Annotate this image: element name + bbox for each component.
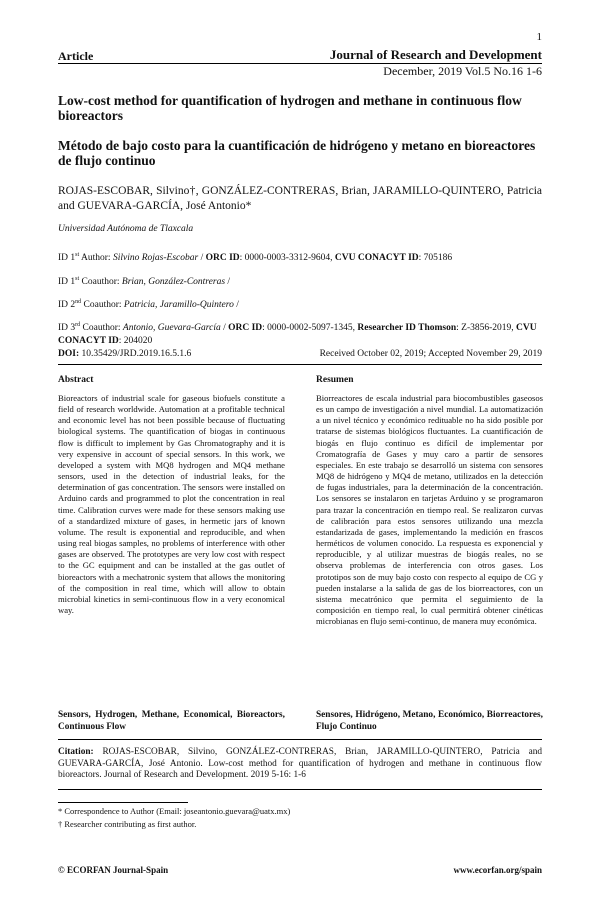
id-role: Coauthor: — [81, 300, 124, 311]
footnote-rule — [58, 802, 188, 803]
orc-id-value: : 0000-0002-5097-1345, — [262, 323, 358, 334]
id-line-coauthor-3 — [58, 319, 542, 348]
divider-citation-bottom — [58, 789, 542, 790]
abstract-heading: Abstract — [58, 375, 94, 385]
doi-label: DOI: — [58, 349, 80, 359]
received-accepted-dates: Received October 02, 2019; Accepted November 29, 2019 — [319, 349, 542, 359]
id-sep: / — [233, 300, 239, 311]
id-prefix: ID 1 — [58, 277, 76, 288]
id-prefix: ID 2 — [58, 300, 76, 311]
issue-info: December, 2019 Vol.5 No.16 1-6 — [383, 64, 542, 78]
footer-publisher: © ECORFAN Journal-Spain — [58, 865, 169, 875]
cvu-label: CVU CONACYT ID — [58, 323, 537, 347]
id-name: Brian, González-Contreras — [121, 277, 226, 288]
cvu-value: : 705186 — [418, 253, 453, 264]
section-label: Article — [58, 49, 94, 63]
title-english: Low-cost method for quantification of hydrogen and methane in continuous flow bioreactors — [58, 93, 522, 123]
doi-value: 10.35429/JRD.2019.16.5.1.6 — [79, 349, 192, 359]
abstract-keywords: Sensors, Hydrogen, Methane, Economical, Bioreactors, Continuous Flow — [58, 710, 285, 732]
id-role: Author: — [79, 253, 113, 264]
orc-id-value: : 0000-0003-3312-9604, — [239, 253, 335, 264]
resumen-heading: Resumen — [316, 375, 354, 385]
id-prefix: ID 1 — [58, 253, 76, 264]
id-name: Antonio, Guevara-García — [122, 323, 221, 334]
citation-text: ROJAS-ESCOBAR, Silvino, GONZÁLEZ-CONTRERAS, Brian, JARAMILLO-QUINTERO, Patricia and GUEVARA-GARCÍA, José Antonio. Low-cost method for quantification of hydrogen and methane in continuous flow bioreactors. Journal of Research and Development. 2019 5-16: 1-6 — [58, 747, 542, 780]
id-sep: / — [225, 277, 231, 288]
id-line-coauthor-2 — [58, 296, 542, 312]
orc-id-label: ORC ID — [228, 323, 263, 334]
researcher-id-label: Researcher ID Thomson — [357, 323, 457, 334]
divider-citation-top — [58, 739, 542, 740]
author-list: ROJAS-ESCOBAR, Silvino†, GONZÁLEZ-CONTRERAS, Brian, JARAMILLO-QUINTERO, Patricia and GUEVARA-GARCÍA, José Antonio* — [58, 185, 542, 212]
id-sup: st — [75, 252, 80, 258]
id-sup: nd — [75, 299, 82, 305]
page-number: 1 — [536, 31, 542, 43]
journal-name: Journal of Research and Development — [329, 47, 542, 62]
id-name: Silvino Rojas-Escobar — [112, 253, 199, 264]
citation-label: Citation: — [58, 747, 94, 757]
title-spanish: Método de bajo costo para la cuantificación de hidrógeno y metano en bioreactores de flujo continuo — [58, 138, 536, 168]
doi-line — [58, 349, 191, 359]
id-role: Coauthor: — [80, 323, 123, 334]
resumen-keywords: Sensores, Hidrógeno, Metano, Económico, Biorreactores, Flujo Continuo — [316, 710, 543, 732]
cvu-label: CVU CONACYT ID — [334, 253, 419, 264]
footnote-first-author: † Researcher contributing as first author. — [58, 819, 197, 829]
id-sup: st — [75, 276, 80, 282]
id-sup: rd — [75, 322, 81, 328]
researcher-id-value: : Z-3856-2019, — [456, 323, 517, 334]
id-line-author — [58, 249, 542, 265]
orc-id-label: ORC ID — [205, 253, 240, 264]
abstract-body: Bioreactors of industrial scale for gaseous biofuels constitute a field of research worldwide. Automation at a profitable technical and economic level has not been possible because of fluctuating biological systems. The quantification of biogas in continuous flow is difficult to implement by Gas Chromatography and it is very expensive in account of special sensors. In this work, we developed a system with MQ8 hydrogen and MQ4 methane sensors, used in the detection of industrial leaks, for the determination of gas concentration. The sensors were installed on Arduino cards and programmed to plot the concentration in real time. Calibration curves were made for these sensors making use of a standardized mixture of gases, in hermetic jars of known volume. The result is exponential and reproducible, and when using real biogas samples, no problems of interference with other gases are observed. The prototypes are very low cost with respect to the GC equipment and can be installed at the gas outlet of bioreactors with a mechatronic system that allows the monitoring of the composition in real time, which will allow to obtain microbial kinetics in semi-continuous flow in a very economical way. — [58, 393, 285, 615]
footnote-correspondence: * Correspondence to Author (Email: joseantonio.guevara@uatx.mx) — [58, 806, 291, 816]
footer-website: www.ecorfan.org/spain — [453, 865, 542, 875]
citation — [58, 747, 542, 782]
id-line-coauthor-1 — [58, 273, 542, 289]
id-prefix: ID 3 — [58, 323, 76, 334]
affiliation: Universidad Autónoma de Tlaxcala — [58, 224, 194, 234]
cvu-value: : 204020 — [118, 336, 153, 347]
resumen-body: Biorreactores de escala industrial para biocombustibles gaseosos es un campo de investigación a nivel mundial. La automatización a un nivel técnico y económico redituable no ha sido posible por tratarse de sistemas biológicos fluctuantes. La cuantificación de biogás en flujo continuo es difícil de implementar por Cromatografía de Gases y muy caro a partir de sensores especiales. En este trabajo se desarrolló un sistema con sensores MQ8 de hidrógeno y MQ4 de metano, utilizados en la detección de fugas industriales, para la determinación de la concentración. Los sensores se instalaron en tarjetas Arduino y se programaron para trazar la concentración en tiempo real. Se realizaron curvas de calibración para estos sensores utilizando una mezcla estandarizada de gases, implementando la medición en frascos herméticos de volumen conocido. La respuesta es exponencial y reproducible, y al utilizar muestras de biogás reales, no se observa problemas de interferencia con otros gases. Los prototipos son de muy bajo costo con respecto al equipo de CG y pueden instalarse a la salida de gas de los biorreactores, con un sistema mecatrónico que permita el seguimiento de la composición en tiempo real, lo cual permitirá obtener cinéticas microbianas en flujo semi-continuo, de manera muy económica. — [316, 393, 543, 627]
id-name: Patricia, Jaramillo-Quintero — [123, 300, 234, 311]
id-sep: / — [220, 323, 229, 334]
id-sep: / — [198, 253, 206, 264]
id-role: Coauthor: — [79, 277, 122, 288]
divider-top — [58, 364, 542, 365]
